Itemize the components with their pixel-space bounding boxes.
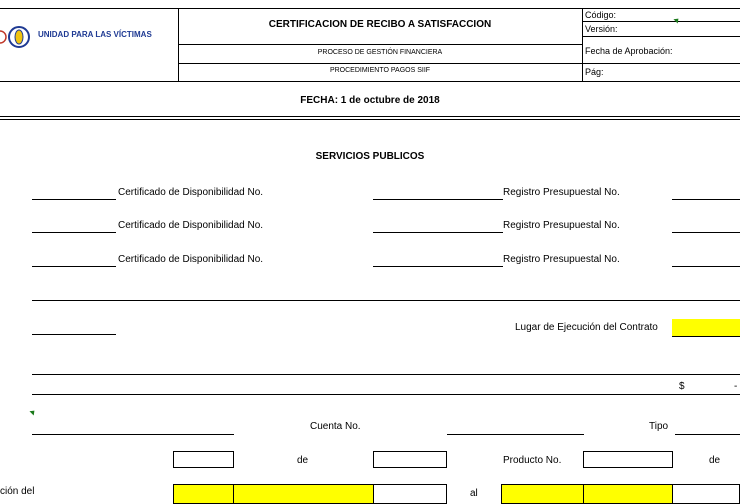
- section-title: SERVICIOS PUBLICOS: [315, 151, 425, 162]
- producto-label: Producto No.: [503, 455, 562, 466]
- org-name: UNIDAD PARA LAS VÍCTIMAS: [38, 30, 152, 39]
- date-start-month[interactable]: [233, 484, 374, 504]
- de-label-1: de: [297, 455, 309, 466]
- cdp-blank-2[interactable]: [32, 232, 116, 233]
- date-start-year[interactable]: [373, 484, 447, 504]
- lugar-input[interactable]: [672, 319, 740, 337]
- codigo-label: Código:: [585, 10, 617, 20]
- form-title: CERTIFICACION DE RECIBO A SATISFACCION: [268, 19, 492, 30]
- logo: [0, 22, 178, 52]
- cdp-blank-1[interactable]: [32, 199, 116, 200]
- tipo-line[interactable]: [675, 434, 740, 435]
- date-start-day[interactable]: [173, 484, 234, 504]
- fecha-aprobacion-label: Fecha de Aprobación:: [585, 46, 673, 56]
- cuenta-label: Cuenta No.: [310, 421, 361, 432]
- tipo-label: Tipo: [649, 421, 669, 432]
- producto-input[interactable]: [583, 451, 673, 468]
- process-name: PROCESO DE GESTIÓN FINANCIERA: [317, 49, 443, 56]
- rp-blank-1[interactable]: [373, 199, 503, 200]
- long-field-line[interactable]: [32, 300, 740, 301]
- pag-label: Pág:: [585, 67, 604, 77]
- procedure-name: PROCEDIMIENTO PAGOS SIIF: [329, 67, 431, 74]
- de-label-2: de: [709, 455, 721, 466]
- lugar-label: Lugar de Ejecución del Contrato: [515, 322, 658, 333]
- rp-label: Registro Presupuestal No.: [503, 187, 620, 198]
- short-field-line[interactable]: [32, 334, 116, 335]
- cuenta-owner-line[interactable]: [32, 434, 234, 435]
- cuenta-number-line[interactable]: [447, 434, 584, 435]
- input-box-2[interactable]: [373, 451, 447, 468]
- rp-blank-3[interactable]: [373, 266, 503, 267]
- ejecucion-label: ción del: [0, 486, 35, 497]
- cdp-label: Certificado de Disponibilidad No.: [118, 220, 264, 231]
- cdp-label: Certificado de Disponibilidad No.: [118, 187, 264, 198]
- rp-label: Registro Presupuestal No.: [503, 254, 620, 265]
- currency-symbol: $: [679, 381, 685, 392]
- comment-marker-icon: [673, 16, 680, 23]
- rp-label: Registro Presupuestal No.: [503, 220, 620, 231]
- date-end-year[interactable]: [672, 484, 740, 504]
- cdp-blank-3[interactable]: [32, 266, 116, 267]
- cdp-label: Certificado de Disponibilidad No.: [118, 254, 264, 265]
- fecha-line: FECHA: 1 de octubre de 2018: [300, 95, 440, 106]
- version-label: Versión:: [585, 24, 618, 34]
- al-label: al: [470, 488, 478, 499]
- amount-value: -: [734, 381, 738, 392]
- rp-value-3[interactable]: [672, 266, 740, 267]
- rp-blank-2[interactable]: [373, 232, 503, 233]
- comment-marker-icon: [29, 408, 36, 415]
- date-end-month[interactable]: [583, 484, 673, 504]
- field-line-a[interactable]: [32, 374, 740, 375]
- input-box-1[interactable]: [173, 451, 234, 468]
- rp-value-2[interactable]: [672, 232, 740, 233]
- field-line-b[interactable]: [32, 394, 740, 395]
- seal-icon: [0, 22, 32, 52]
- rp-value-1[interactable]: [672, 199, 740, 200]
- date-end-day[interactable]: [501, 484, 584, 504]
